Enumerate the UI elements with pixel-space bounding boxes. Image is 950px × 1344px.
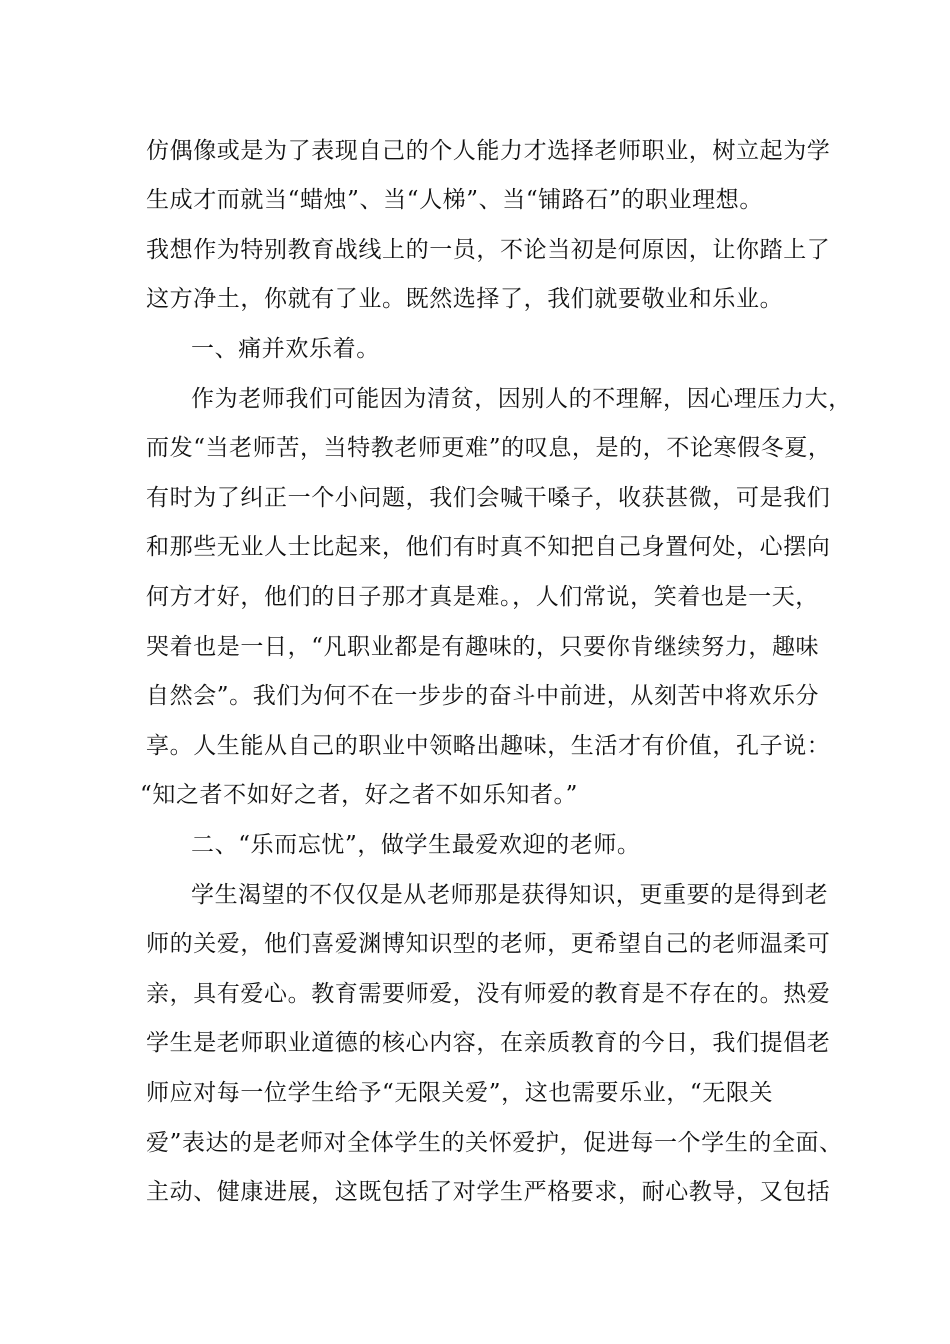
text-line: 有时为了纠正一个小问题，我们会喊干嗓子，收获甚微，可是我们 [146, 485, 831, 511]
paragraph-first-line: 学生渴望的不仅仅是从老师那是获得知识，更重要的是得到老 [191, 882, 829, 908]
section-heading: 一、痛并欢乐着。 [191, 336, 380, 362]
text-line: 何方才好，他们的日子那才真是难。，人们常说，笑着也是一天， [146, 584, 819, 610]
text-line: 哭着也是一日，“凡职业都是有趣味的，只要你肯继续努力，趣味 [146, 634, 820, 660]
text-line: 学生是老师职业道德的核心内容，在亲质教育的今日，我们提倡老 [146, 1030, 831, 1056]
text-line: 自然会”。我们为何不在一步步的奋斗中前进，从刻苦中将欢乐分 [146, 683, 820, 709]
text-line: 师应对每一位学生给予“无限关爱”，这也需要乐业，“无限关 [146, 1080, 774, 1106]
text-line: 和那些无业人士比起来，他们有时真不知把自己身置何处，心摆向 [146, 534, 831, 560]
text-line: 我想作为特别教育战线上的一员，不论当初是何原因，让你踏上了 [146, 237, 831, 263]
text-line: 享。人生能从自己的职业中领略出趣味，生活才有价值，孔子说： [146, 733, 831, 759]
section-heading: 二、“乐而忘忧”，做学生最爱欢迎的老师。 [191, 832, 641, 858]
quote-line: “知之者不如好之者，好之者不如乐知者。” [140, 782, 579, 808]
text-line: 仿偶像或是为了表现自己的个人能力才选择老师职业，树立起为学 [146, 138, 831, 164]
text-line: 师的关爱，他们喜爱渊博知识型的老师，更希望自己的老师温柔可 [146, 931, 831, 957]
text-line: 爱”表达的是老师对全体学生的关怀爱护，促进每一个学生的全面、 [146, 1130, 843, 1156]
text-line: 而发“当老师苦，当特教老师更难”的叹息，是的，不论寒假冬夏， [146, 435, 832, 461]
text-line: 这方净土，你就有了业。既然选择了，我们就要敬业和乐业。 [146, 286, 784, 312]
text-line: 主动、健康进展，这既包括了对学生严格要求，耐心教导，又包括 [146, 1179, 831, 1205]
paragraph-first-line: 作为老师我们可能因为清贫，因别人的不理解，因心理压力大， [191, 386, 852, 412]
text-line: 亲，具有爱心。教育需要师爱，没有师爱的教育是不存在的。热爱 [146, 981, 831, 1007]
text-line: 生成才而就当“蜡烛”、当“人梯”、当“铺路石”的职业理想。 [146, 187, 763, 213]
